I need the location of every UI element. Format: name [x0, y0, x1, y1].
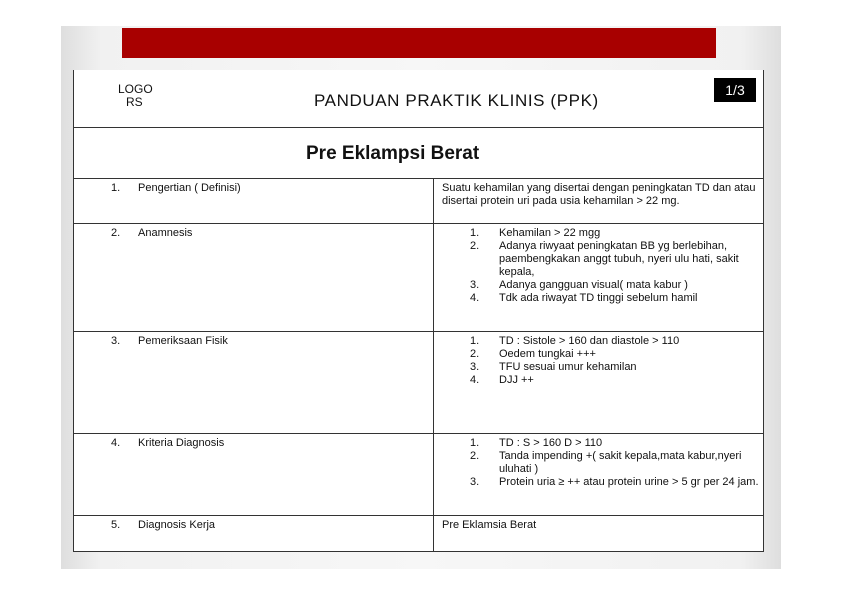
- row-label: Kriteria Diagnosis: [138, 437, 225, 449]
- list-item-number: 3.: [470, 279, 480, 291]
- list-item-number: 2.: [470, 240, 480, 252]
- list-item-number: 3.: [470, 361, 480, 373]
- row-number: 4.: [111, 437, 121, 449]
- table-row: [74, 434, 763, 516]
- list-item-text: Kehamilan > 22 mgg: [499, 227, 601, 239]
- list-item-text: Tdk ada riwayat TD tinggi sebelum hamil: [499, 292, 698, 304]
- row-content: Suatu kehamilan yang disertai dengan peningkatan TD dan atau disertai protein uri pada usia kehamilan > 22 mg.: [442, 182, 756, 207]
- list-item-text: Adanya riwyaat peningkatan BB yg berlebihan, paembengkakan anggt tubuh, nyeri ulu hati, sakit kepala,: [499, 240, 739, 278]
- list-item: [442, 335, 760, 348]
- row-label: Pengertian ( Definisi): [138, 182, 241, 194]
- row-label: Diagnosis Kerja: [138, 519, 216, 531]
- row-number: 1.: [111, 182, 121, 194]
- row-number: 3.: [111, 335, 121, 347]
- list-item-number: 4.: [470, 292, 480, 304]
- list-item-text: TD : Sistole > 160 dan diastole > 110: [499, 335, 680, 347]
- column-divider: [433, 332, 434, 433]
- list-item-text: TFU sesuai umur kehamilan: [499, 361, 637, 373]
- row-number: 2.: [111, 227, 121, 239]
- list-item: [442, 374, 760, 387]
- list-item: [442, 476, 760, 489]
- column-divider: [433, 434, 434, 515]
- title-row: [74, 128, 763, 179]
- list-item: [442, 240, 760, 279]
- column-divider: [433, 179, 434, 223]
- row-content-list: [442, 437, 760, 489]
- logo-text: LOGO: [118, 82, 153, 96]
- page-title: Pre Eklampsi Berat: [306, 143, 480, 164]
- table-row: [74, 332, 763, 434]
- list-item: [442, 227, 760, 240]
- list-item: [442, 348, 760, 361]
- list-item-text: DJJ ++: [499, 374, 534, 386]
- page-number-badge: 1/3: [714, 78, 756, 102]
- table-row: [74, 179, 763, 224]
- list-item-text: TD : S > 160 D > 110: [499, 437, 603, 449]
- row-content-list: [442, 335, 760, 387]
- list-item-text: Oedem tungkai +++: [499, 348, 596, 360]
- row-number: 5.: [111, 519, 121, 531]
- list-item: [442, 437, 760, 450]
- list-item-text: Adanya gangguan visual( mata kabur ): [499, 279, 688, 291]
- list-item: [442, 450, 760, 476]
- list-item: [442, 292, 760, 305]
- table-row: [74, 516, 763, 552]
- list-item-number: 4.: [470, 374, 480, 386]
- list-item-number: 1.: [470, 335, 480, 347]
- row-content: Pre Eklamsia Berat: [442, 519, 537, 531]
- list-item-number: 2.: [470, 348, 480, 360]
- row-label: Anamnesis: [138, 227, 193, 239]
- row-label: Pemeriksaan Fisik: [138, 335, 228, 347]
- column-divider: [433, 224, 434, 331]
- list-item-number: 1.: [470, 437, 480, 449]
- document-type-title: PANDUAN PRAKTIK KLINIS (PPK): [314, 91, 599, 110]
- slide-title-bar: [122, 28, 716, 58]
- list-item-text: Tanda impending +( sakit kepala,mata kabur,nyeri uluhati ): [499, 450, 742, 475]
- list-item-number: 2.: [470, 450, 480, 462]
- logo-subtext: RS: [126, 95, 143, 109]
- list-item-number: 1.: [470, 227, 480, 239]
- list-item: [442, 361, 760, 374]
- row-content-list: [442, 227, 760, 305]
- list-item-text: Protein uria ≥ ++ atau protein urine > 5 gr per 24 jam.: [499, 476, 759, 488]
- list-item: [442, 279, 760, 292]
- ppk-document: [73, 70, 764, 552]
- list-item-number: 3.: [470, 476, 480, 488]
- hospital-logo-placeholder: [118, 83, 178, 109]
- column-divider: [433, 516, 434, 551]
- table-row: [74, 224, 763, 332]
- document-header: [74, 70, 763, 128]
